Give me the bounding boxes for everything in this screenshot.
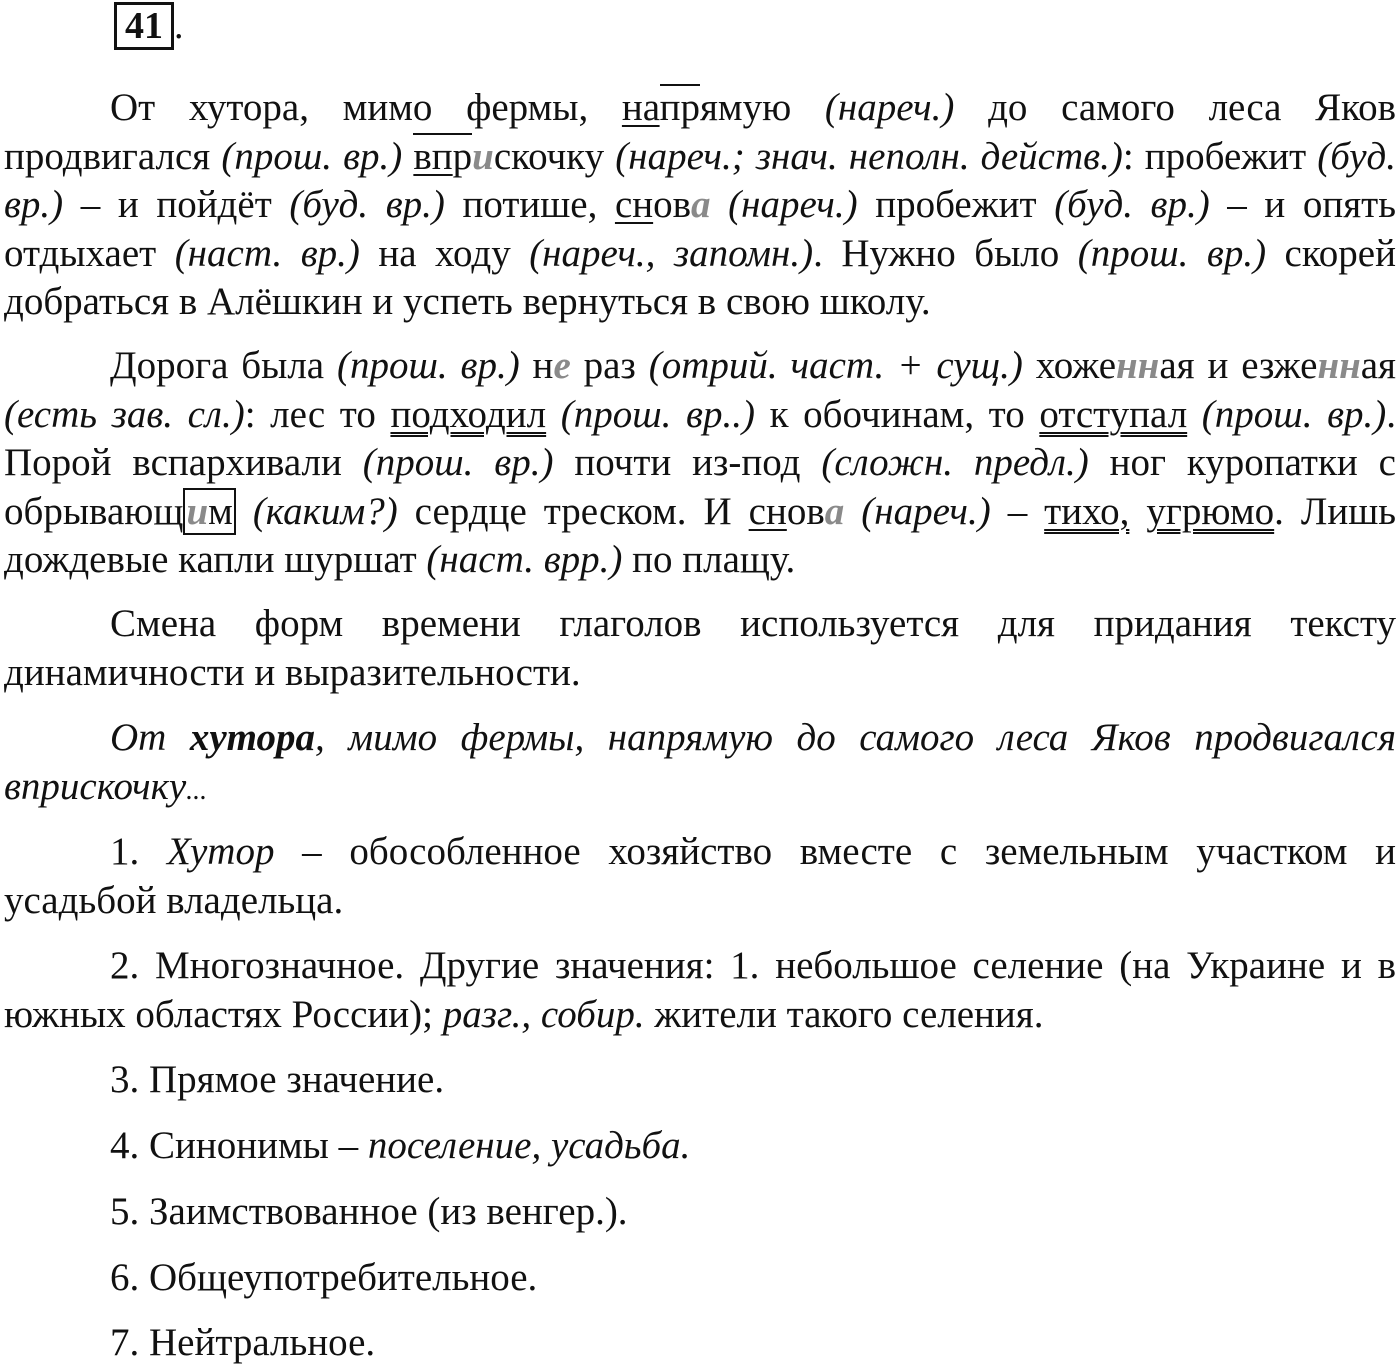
list-item: 4. Синонимы – поселение, усадьба. (110, 1124, 691, 1167)
list-item: 5. Заимствованное (из венгер.). (110, 1190, 628, 1233)
list-item: 1. Хутор – обособленное хозяйство вместе с земельным участком и усадьбой владельца. (4, 830, 1396, 922)
ending-box: им (183, 488, 235, 535)
list-item: 6. Общеупотребительное. (110, 1256, 538, 1299)
list-item: 2. Многозначное. Другие значения: 1. небольшое селение (на Украине и в южных областях России); разг., собир. жители такого селения. (4, 944, 1396, 1036)
exercise-number: 41 . (114, 6, 184, 46)
paragraph-2: Дорога была (прош. вр.) не раз (отрий. част. + сущ.) хоженная и езженная (есть зав. сл.): лес то подходил (прош. вр..) к обочинам, то отступал (прош. вр.). Порой вспархивали (прош. вр.) почти из-под (сложн. предл.) ног куропатки с обрывающим (каким?) сердце треском. И снова (нареч.) – тихо, угрюмо. Лишь дождевые капли шуршат (наст. врр.) по плащу. (4, 344, 1397, 581)
paragraph-4-quote: От хутора, мимо фермы, напрямую до самого леса Яков продвигался вприскочку... (4, 716, 1396, 808)
exercise-number-box: 41 (114, 2, 174, 50)
paragraph-1: От хутора, мимо фермы, напрямую (нареч.) до самого леса Яков продвигался (прош. вр.) вприскочку (нареч.; знач. неполн. действ.): пробежит (буд. вр.) – и пойдёт (буд. вр.) потише, снова (нареч.) пробежит (буд. вр.) – и опять отдыхает (наст. вр.) на ходу (нареч., запомн.). Нужно было (прош. вр.) скорей добраться в Алёшкин и успеть вернуться в свою школу. (4, 86, 1397, 323)
list-item: 3. Прямое значение. (110, 1058, 445, 1101)
list-item: 7. Нейтральное. (110, 1321, 376, 1364)
paragraph-3: Смена форм времени глаголов используется для придания тексту динамичности и выразительности. (4, 602, 1396, 694)
